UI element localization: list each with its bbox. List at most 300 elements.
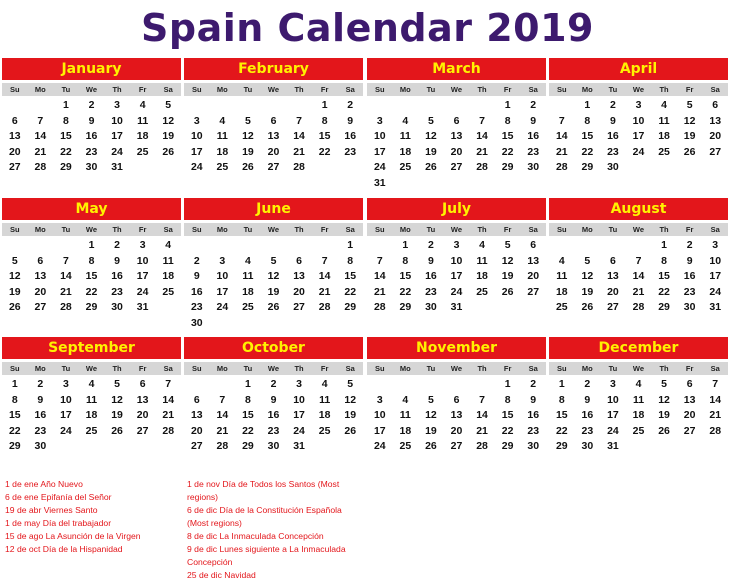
- day-cell: 4: [402, 114, 409, 127]
- month-name: July: [367, 198, 546, 220]
- day-cell: 22: [60, 145, 72, 158]
- day-cell: 21: [632, 285, 645, 298]
- day-cell: 4: [661, 99, 667, 111]
- month-name: December: [549, 337, 728, 359]
- empty-cell: [286, 238, 312, 254]
- day-cell: 20: [709, 130, 722, 143]
- day-cell: 25: [399, 161, 412, 174]
- empty-cell: [469, 98, 495, 114]
- day-cell: 20: [527, 270, 540, 283]
- day-cell: 6: [37, 254, 44, 267]
- day-cell: 19: [344, 409, 357, 422]
- day-cell: 31: [111, 161, 123, 174]
- weekday-label: Sa: [345, 85, 355, 94]
- day-cell: 25: [399, 440, 412, 453]
- day-cell: 29: [60, 161, 72, 174]
- day-cell: 6: [453, 114, 460, 127]
- day-cell: 5: [11, 254, 18, 267]
- day-cell: 27: [527, 285, 540, 298]
- holiday-list-right: [187, 478, 346, 582]
- day-cell: 8: [661, 254, 667, 267]
- day-cell: 22: [318, 145, 331, 158]
- weekday-label: Fr: [320, 364, 329, 373]
- day-cell: 11: [85, 393, 98, 406]
- day-cell: 10: [293, 393, 305, 406]
- holiday-item: 9 de dic Lunes siguiente a La Inmaculada: [187, 544, 346, 554]
- day-cell: 11: [162, 254, 174, 267]
- day-cell: 9: [88, 114, 95, 127]
- day-cell: 10: [136, 254, 149, 267]
- empty-cell: [28, 238, 54, 254]
- day-cell: 16: [267, 409, 280, 422]
- day-cell: 18: [242, 285, 254, 298]
- day-cell: 16: [85, 130, 98, 143]
- month-january: [2, 58, 181, 176]
- day-cell: 16: [425, 270, 437, 283]
- day-cell: 8: [245, 393, 251, 406]
- weekday-label: Su: [191, 225, 202, 234]
- day-cell: 6: [453, 393, 460, 406]
- day-cell: 25: [85, 424, 98, 437]
- day-cell: 26: [242, 161, 254, 174]
- day-cell: 14: [476, 130, 488, 143]
- weekday-label: Fr: [685, 364, 694, 373]
- day-cell: 15: [60, 130, 72, 143]
- day-cell: 16: [607, 130, 619, 143]
- weekday-header: [367, 83, 546, 96]
- weekday-label: Th: [477, 364, 487, 373]
- day-cell: 15: [581, 130, 594, 143]
- day-cell: 4: [139, 99, 146, 111]
- day-cell: 11: [556, 270, 568, 283]
- day-cell: 10: [632, 114, 645, 127]
- day-cell: 29: [581, 161, 594, 174]
- day-cell: 26: [111, 424, 123, 437]
- weekday-label: Sa: [528, 364, 538, 373]
- day-cell: 13: [34, 270, 47, 283]
- holiday-item: 12 de oct Día de la Hispanidad: [5, 544, 123, 554]
- day-cell: 13: [450, 130, 463, 143]
- day-cell: 21: [555, 145, 568, 158]
- day-cell: 22: [399, 285, 412, 298]
- weekday-label: Mo: [581, 225, 593, 234]
- weekday-label: Sa: [345, 364, 355, 373]
- weekday-label: Tu: [61, 85, 71, 94]
- day-cell: 17: [373, 424, 386, 437]
- day-cell: 23: [190, 301, 203, 314]
- weekday-label: Tu: [61, 225, 71, 234]
- day-cell: 25: [162, 285, 175, 298]
- weekday-label: Mo: [34, 225, 46, 234]
- day-cell: 12: [344, 393, 357, 406]
- day-cell: 16: [111, 270, 123, 283]
- weekday-label: Sa: [710, 364, 720, 373]
- day-cell: 10: [216, 270, 229, 283]
- empty-cell: [444, 377, 470, 393]
- day-cell: 6: [686, 378, 693, 390]
- day-cell: 6: [139, 378, 146, 390]
- day-cell: 21: [216, 424, 229, 437]
- day-cell: 3: [610, 378, 616, 390]
- month-name: May: [2, 198, 181, 220]
- weekday-header: [2, 83, 181, 96]
- empty-cell: [469, 377, 495, 393]
- day-cell: 4: [635, 378, 642, 390]
- day-cell: 3: [114, 99, 120, 111]
- empty-cell: [210, 238, 236, 254]
- day-cell: 27: [450, 161, 463, 174]
- day-cell: 5: [428, 393, 434, 406]
- weekday-label: Tu: [426, 364, 436, 373]
- day-grid: [2, 238, 181, 316]
- empty-cell: [367, 377, 393, 393]
- day-grid: [367, 98, 546, 192]
- day-cell: 1: [504, 99, 511, 111]
- day-cell: 15: [658, 270, 670, 283]
- day-cell: 12: [683, 114, 696, 127]
- day-cell: 29: [501, 440, 514, 453]
- day-cell: 22: [344, 285, 357, 298]
- day-cell: 12: [658, 393, 670, 406]
- weekday-label: Sa: [163, 225, 173, 234]
- day-cell: 12: [425, 409, 437, 422]
- day-cell: 28: [34, 161, 47, 174]
- day-cell: 22: [581, 145, 594, 158]
- month-name: October: [184, 337, 363, 359]
- day-cell: 2: [610, 99, 616, 111]
- weekday-label: Su: [9, 85, 20, 94]
- month-august: [549, 198, 728, 316]
- day-cell: 4: [402, 393, 409, 406]
- day-cell: 18: [555, 285, 568, 298]
- weekday-label: We: [632, 364, 645, 373]
- day-cell: 21: [373, 285, 386, 298]
- day-cell: 3: [376, 114, 383, 127]
- weekday-label: Sa: [528, 85, 538, 94]
- day-cell: 7: [376, 254, 383, 267]
- day-cell: 3: [193, 114, 200, 127]
- day-cell: 2: [347, 99, 354, 111]
- weekday-label: Tu: [61, 364, 71, 373]
- day-cell: 17: [216, 285, 229, 298]
- day-cell: 22: [8, 424, 21, 437]
- day-cell: 2: [428, 239, 434, 251]
- day-cell: 19: [658, 409, 670, 422]
- day-cell: 22: [501, 145, 514, 158]
- weekday-header: [549, 83, 728, 96]
- day-cell: 31: [709, 301, 722, 314]
- day-cell: 2: [686, 239, 693, 251]
- day-cell: 30: [581, 440, 594, 453]
- day-cell: 27: [34, 301, 47, 314]
- day-cell: 3: [376, 393, 383, 406]
- day-cell: 9: [530, 393, 537, 406]
- empty-cell: [393, 377, 419, 393]
- day-cell: 18: [399, 424, 412, 437]
- day-cell: 21: [476, 424, 488, 437]
- day-cell: 5: [245, 114, 251, 127]
- day-cell: 12: [162, 114, 175, 127]
- day-cell: 25: [216, 161, 229, 174]
- weekday-label: We: [85, 85, 98, 94]
- day-cell: 14: [293, 130, 305, 143]
- day-cell: 21: [60, 285, 72, 298]
- empty-cell: [393, 98, 419, 114]
- day-cell: 2: [584, 378, 591, 390]
- day-cell: 23: [607, 145, 619, 158]
- holiday-item: 8 de dic La Inmaculada Concepción: [187, 531, 324, 541]
- day-cell: 27: [683, 424, 696, 437]
- day-cell: 5: [270, 254, 277, 267]
- day-cell: 31: [450, 301, 463, 314]
- weekday-label: Tu: [243, 85, 253, 94]
- day-cell: 26: [425, 440, 437, 453]
- weekday-label: Mo: [216, 225, 228, 234]
- day-cell: 26: [683, 145, 696, 158]
- weekday-label: Th: [112, 85, 122, 94]
- day-cell: 13: [607, 270, 619, 283]
- weekday-label: Fr: [685, 85, 694, 94]
- day-cell: 19: [111, 409, 123, 422]
- day-cell: 25: [136, 145, 149, 158]
- day-cell: 2: [530, 378, 537, 390]
- empty-cell: [418, 98, 444, 114]
- weekday-label: Tu: [608, 85, 618, 94]
- day-cell: 10: [190, 130, 203, 143]
- month-name: August: [549, 198, 728, 220]
- day-cell: 25: [476, 285, 488, 298]
- day-cell: 11: [319, 393, 331, 406]
- day-cell: 18: [318, 409, 331, 422]
- weekday-header: [184, 362, 363, 375]
- day-cell: 26: [162, 145, 175, 158]
- day-cell: 28: [632, 301, 645, 314]
- day-cell: 16: [344, 130, 357, 143]
- empty-cell: [261, 238, 287, 254]
- day-cell: 28: [216, 440, 229, 453]
- weekday-label: Tu: [243, 225, 253, 234]
- day-grid: [549, 98, 728, 176]
- empty-cell: [549, 238, 575, 254]
- day-cell: 3: [712, 239, 719, 251]
- day-cell: 1: [88, 239, 95, 251]
- day-cell: 20: [136, 409, 149, 422]
- day-cell: 29: [344, 301, 357, 314]
- day-cell: 21: [476, 145, 488, 158]
- holiday-item: Concepción: [187, 557, 233, 567]
- day-cell: 13: [683, 393, 696, 406]
- weekday-label: Su: [556, 225, 567, 234]
- weekday-label: We: [267, 225, 280, 234]
- day-cell: 22: [658, 285, 670, 298]
- day-cell: 29: [399, 301, 412, 314]
- day-cell: 4: [558, 254, 565, 267]
- empty-cell: [626, 238, 652, 254]
- month-name: January: [2, 58, 181, 80]
- holiday-item: 6 de ene Epifanía del Señor: [5, 492, 112, 502]
- day-cell: 14: [373, 270, 386, 283]
- day-cell: 15: [8, 409, 21, 422]
- day-cell: 17: [293, 409, 305, 422]
- holiday-item: (Most regions): [187, 518, 242, 528]
- day-cell: 12: [501, 254, 514, 267]
- day-cell: 9: [428, 254, 434, 267]
- day-cell: 1: [245, 378, 251, 390]
- day-cell: 8: [584, 114, 591, 127]
- weekday-label: Tu: [426, 85, 436, 94]
- day-cell: 17: [450, 270, 463, 283]
- weekday-label: Su: [374, 85, 385, 94]
- day-cell: 12: [242, 130, 254, 143]
- weekday-label: Sa: [163, 364, 173, 373]
- day-cell: 10: [111, 114, 123, 127]
- day-cell: 26: [425, 161, 437, 174]
- day-cell: 5: [114, 378, 120, 390]
- empty-cell: [575, 238, 601, 254]
- empty-cell: [235, 98, 261, 114]
- day-cell: 8: [558, 393, 565, 406]
- holiday-item: 1 de nov Día de Todos los Santos (Most: [187, 479, 340, 489]
- day-cell: 17: [60, 409, 72, 422]
- day-cell: 28: [293, 161, 305, 174]
- day-cell: 23: [683, 285, 696, 298]
- empty-cell: [444, 98, 470, 114]
- day-cell: 17: [373, 145, 386, 158]
- day-grid: [549, 377, 728, 455]
- day-cell: 15: [85, 270, 98, 283]
- holiday-item: 1 de ene Año Nuevo: [5, 479, 83, 489]
- month-february: [184, 58, 363, 176]
- day-cell: 13: [709, 114, 722, 127]
- day-cell: 13: [267, 130, 280, 143]
- empty-cell: [210, 377, 236, 393]
- day-cell: 26: [581, 301, 594, 314]
- empty-cell: [2, 238, 28, 254]
- day-cell: 19: [267, 285, 280, 298]
- day-cell: 15: [318, 130, 331, 143]
- weekday-label: Th: [659, 364, 669, 373]
- weekday-label: We: [632, 85, 645, 94]
- empty-cell: [600, 238, 626, 254]
- day-cell: 7: [712, 378, 719, 390]
- day-cell: 27: [136, 424, 149, 437]
- day-cell: 20: [450, 145, 463, 158]
- day-cell: 14: [34, 130, 47, 143]
- day-cell: 14: [632, 270, 645, 283]
- month-may: [2, 198, 181, 316]
- day-cell: 18: [85, 409, 98, 422]
- day-cell: 31: [136, 301, 149, 314]
- month-december: [549, 337, 728, 455]
- empty-cell: [367, 238, 393, 254]
- day-cell: 13: [527, 254, 540, 267]
- day-cell: 24: [607, 424, 619, 437]
- day-cell: 27: [267, 161, 280, 174]
- day-cell: 2: [530, 99, 537, 111]
- day-cell: 18: [476, 270, 488, 283]
- day-cell: 7: [165, 378, 172, 390]
- day-cell: 21: [293, 145, 305, 158]
- day-cell: 1: [584, 99, 591, 111]
- day-cell: 10: [607, 393, 619, 406]
- day-cell: 7: [479, 114, 485, 127]
- day-cell: 1: [402, 239, 409, 251]
- day-cell: 19: [162, 130, 175, 143]
- weekday-label: Mo: [581, 85, 593, 94]
- day-cell: 4: [479, 239, 485, 251]
- day-cell: 18: [162, 270, 175, 283]
- weekday-label: Tu: [608, 364, 618, 373]
- day-cell: 24: [190, 161, 203, 174]
- month-name: June: [184, 198, 363, 220]
- weekday-label: Tu: [426, 225, 436, 234]
- day-cell: 6: [296, 254, 302, 267]
- weekday-label: Th: [112, 364, 122, 373]
- weekday-label: Fr: [320, 85, 329, 94]
- weekday-label: We: [450, 364, 463, 373]
- day-cell: 22: [242, 424, 254, 437]
- day-cell: 19: [501, 270, 514, 283]
- day-cell: 11: [216, 130, 228, 143]
- day-cell: 9: [114, 254, 120, 267]
- month-name: February: [184, 58, 363, 80]
- weekday-header: [549, 223, 728, 236]
- day-cell: 22: [85, 285, 98, 298]
- day-cell: 11: [476, 254, 488, 267]
- empty-cell: [53, 238, 79, 254]
- month-october: [184, 337, 363, 455]
- day-cell: 15: [399, 270, 412, 283]
- weekday-label: Su: [9, 364, 20, 373]
- day-grid: [367, 238, 546, 316]
- day-cell: 28: [318, 301, 331, 314]
- month-november: [367, 337, 546, 455]
- day-cell: 26: [658, 424, 670, 437]
- day-cell: 5: [686, 99, 693, 111]
- day-cell: 17: [709, 270, 722, 283]
- day-cell: 7: [635, 254, 642, 267]
- day-cell: 1: [661, 239, 667, 251]
- day-cell: 21: [162, 409, 175, 422]
- weekday-label: Mo: [399, 364, 411, 373]
- day-cell: 24: [111, 145, 123, 158]
- weekday-label: Mo: [34, 85, 46, 94]
- day-cell: 17: [632, 130, 645, 143]
- day-cell: 4: [245, 254, 251, 267]
- month-march: [367, 58, 546, 192]
- day-cell: 29: [658, 301, 670, 314]
- weekday-label: Th: [112, 225, 122, 234]
- day-cell: 15: [501, 409, 514, 422]
- day-cell: 29: [501, 161, 514, 174]
- day-cell: 27: [607, 301, 619, 314]
- day-cell: 10: [373, 130, 386, 143]
- day-cell: 13: [293, 270, 305, 283]
- day-cell: 10: [373, 409, 386, 422]
- weekday-header: [367, 362, 546, 375]
- day-cell: 14: [476, 409, 488, 422]
- weekday-label: Th: [477, 225, 487, 234]
- day-cell: 6: [712, 99, 719, 111]
- day-cell: 19: [683, 130, 696, 143]
- day-cell: 11: [399, 409, 411, 422]
- day-cell: 3: [63, 378, 69, 390]
- day-cell: 2: [88, 99, 95, 111]
- empty-cell: [184, 377, 210, 393]
- day-cell: 8: [321, 114, 328, 127]
- weekday-label: Fr: [138, 225, 147, 234]
- weekday-label: Fr: [503, 85, 512, 94]
